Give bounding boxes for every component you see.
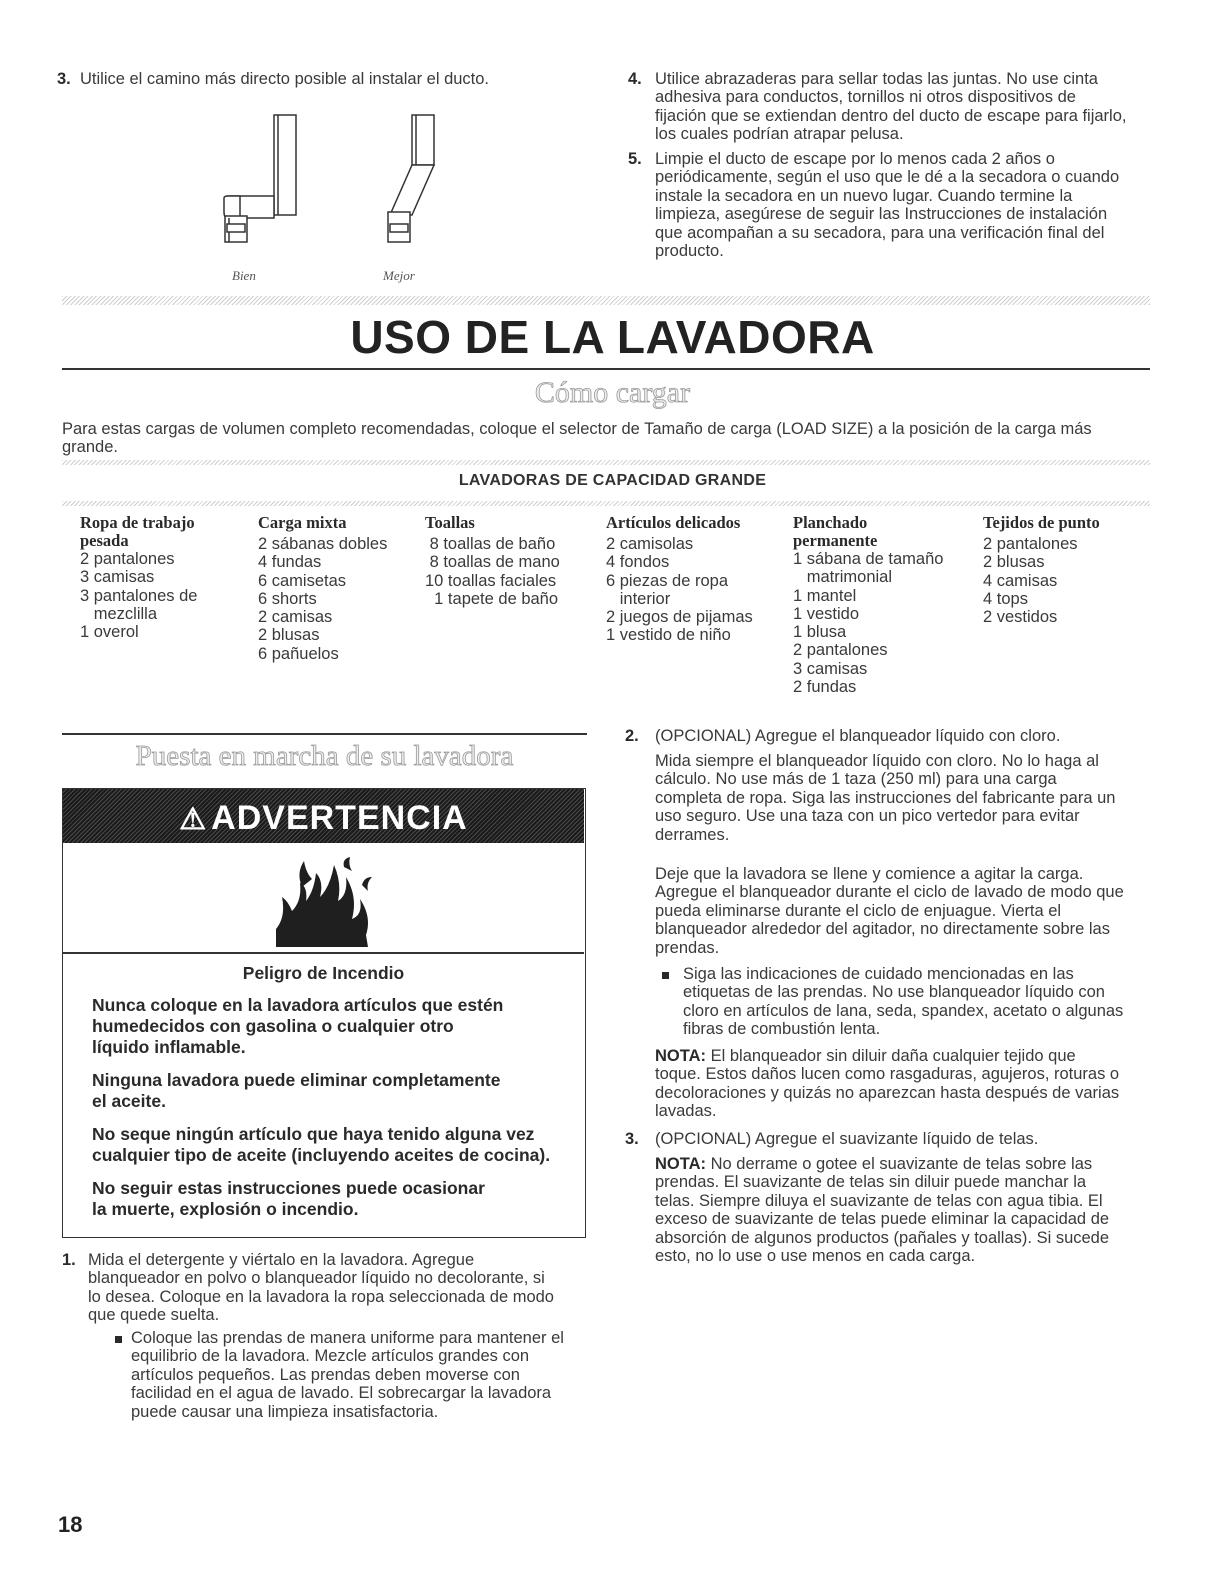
text-line: líquido inflamable.: [92, 1037, 246, 1057]
table-column: [80, 514, 245, 641]
list-item: 2 pantalones: [80, 550, 175, 568]
text-line: blanqueador alrededor del agitador, no directamente sobre las: [655, 920, 1110, 939]
text-line: lo desea. Coloque en la lavadora la ropa seleccionada de modo: [88, 1287, 554, 1306]
text-line: grande.: [62, 438, 118, 457]
step-2-bullet: [683, 965, 1153, 1039]
text-line: Deje que la lavadora se llene y comience a agitar la carga.: [655, 865, 1084, 883]
text-line: los cuales podrían atrapar pelusa.: [655, 125, 904, 144]
list-item: 2 blusas: [258, 626, 320, 645]
list-item: 3 camisas: [793, 659, 868, 678]
step-2-title: (OPCIONAL) Agregue el blanqueador líquido con cloro.: [655, 727, 1061, 745]
list-item: 2 vestidos: [983, 608, 1058, 627]
section-title: Puesta en marcha de su lavadora: [135, 740, 514, 772]
step-4-text: [655, 70, 1175, 144]
text-line: No derrame o gotee el suavizante de telas sobre las: [706, 1155, 1093, 1173]
text-line: cloro en artículos de lana, seda, spandex, acetato o algunas: [683, 1001, 1124, 1020]
list-item: 3 pantalones de: [80, 586, 198, 605]
step-2-paragraph: [655, 752, 1155, 844]
table-column: [258, 514, 423, 663]
column-header: Carga mixta: [258, 513, 347, 532]
column-header: Artículos delicados: [606, 513, 741, 532]
note-label: NOTA:: [655, 1155, 707, 1173]
list-item: 2 juegos de pijamas: [606, 608, 753, 627]
list-item: 2 fundas: [793, 678, 857, 697]
page-title: USO DE LA LAVADORA: [350, 311, 875, 363]
list-item: 2 blusas: [983, 553, 1045, 572]
list-item: 4 fundas: [258, 553, 322, 572]
hazard-title: Peligro de Incendio: [242, 963, 405, 983]
list-item: 1 sábana de tamaño: [793, 550, 944, 568]
warning-text: [92, 995, 572, 1220]
list-item: 2 camisolas: [606, 535, 694, 553]
step-text: Utilice el camino más directo posible al instalar el ducto.: [80, 70, 490, 88]
text-line: Siga las indicaciones de cuidado mencionadas en las: [683, 965, 1074, 983]
text-line: Ninguna lavadora puede eliminar completamente: [92, 1070, 501, 1090]
text-line: facilidad en el agua de lavado. El sobrecargar la lavadora: [131, 1384, 552, 1403]
text-line: decoloraciones y quizás no aparezcan hasta después de varias: [655, 1083, 1120, 1102]
text-line: prendas. El suavizante de telas sin diluir puede manchar la: [655, 1173, 1087, 1192]
divider-band: [62, 501, 1150, 506]
fire-icon: [268, 857, 378, 949]
step-number: 5.: [628, 150, 642, 168]
list-item: 1 mantel: [793, 586, 857, 605]
list-item: 6 camisetas: [258, 571, 347, 590]
step-3-note: [655, 1155, 1155, 1265]
text-line: Mida el detergente y viértalo en la lavadora. Agregue: [88, 1251, 475, 1269]
table-column: [793, 514, 978, 696]
table-column: [983, 514, 1153, 626]
column-header: Toallas: [425, 513, 475, 532]
list-item: 3 camisas: [80, 568, 155, 587]
text-line: equilibrio de la lavadora. Mezcle artículos grandes con: [131, 1347, 530, 1366]
warning-label: [63, 799, 584, 838]
list-item: 1 vestido de niño: [606, 626, 731, 645]
list-item: 1 overol: [80, 623, 139, 642]
step-number: 2.: [625, 727, 639, 745]
text-line: prendas.: [655, 938, 720, 957]
text-line: artículos pequeños. Las prendas deben moverse con: [131, 1365, 520, 1384]
list-item: 6 piezas de ropa: [606, 571, 729, 590]
table-column: [606, 514, 791, 645]
step-2-paragraph: [655, 865, 1155, 957]
note-label: NOTA:: [655, 1047, 707, 1065]
bullet-icon: [662, 972, 669, 979]
text-line: el aceite.: [92, 1091, 166, 1111]
list-item: 6 pañuelos: [258, 644, 339, 663]
column-header: Planchado: [793, 513, 868, 532]
list-item: 2 pantalones: [983, 535, 1078, 553]
step-2-note: [655, 1047, 1155, 1121]
divider: [62, 733, 587, 735]
text-line: Para estas cargas de volumen completo recomendadas, coloque el selector de Tamaño de carga (LOAD SIZE) a la posición de la carga más: [62, 420, 1092, 438]
text-line: Limpie el ducto de escape por lo menos cada 2 años o: [655, 150, 1055, 168]
step-number: 4.: [628, 70, 642, 88]
column-header: Tejidos de punto: [983, 513, 1100, 532]
text-line: Agregue el blanqueador durante el ciclo de lavado de modo que: [655, 883, 1124, 902]
text-line: blanqueador en polvo o blanqueador líquido no decolorante, si: [88, 1269, 545, 1288]
text-line: producto.: [655, 242, 724, 261]
column-header: permanente: [793, 531, 878, 550]
spacer: [92, 1112, 572, 1124]
text-line: Utilice abrazaderas para sellar todas las juntas. No use cinta: [655, 70, 1098, 88]
text-line: fijación que se extiendan dentro del ducto de escape para fijarlo,: [655, 106, 1127, 125]
step-1-bullet: [131, 1329, 591, 1421]
text-line: instale la secadora en un nuevo lugar. Cuando termine la: [655, 186, 1073, 205]
duct-good-icon: [224, 115, 296, 242]
bullet-icon: [115, 1336, 122, 1343]
list-item: 10 toallas faciales: [425, 571, 557, 590]
list-item: 8 toallas de mano: [425, 553, 560, 572]
warning-box: [62, 788, 586, 1238]
duct-better-icon: [388, 115, 434, 242]
text-line: No seque ningún artículo que haya tenido alguna vez: [92, 1124, 535, 1144]
divider: [63, 952, 584, 954]
text-line: No seguir estas instrucciones puede ocasionar: [92, 1178, 485, 1198]
text-line: Coloque las prendas de manera uniforme para mantener el: [131, 1329, 564, 1347]
text-line: cualquier tipo de aceite (incluyendo aceites de cocina).: [92, 1145, 551, 1165]
warning-triangle-icon: ⚠: [179, 803, 208, 836]
text-line: puede causar una limpieza insatisfactoria.: [131, 1402, 439, 1421]
list-item: 4 camisas: [983, 571, 1058, 590]
step-3-title: (OPCIONAL) Agregue el suavizante líquido de telas.: [655, 1130, 1039, 1148]
text-line: la muerte, explosión o incendio.: [92, 1199, 359, 1219]
list-item: 2 camisas: [258, 608, 333, 627]
section-title: Cómo cargar: [534, 376, 691, 409]
list-item: 8 toallas de baño: [425, 535, 556, 553]
text-line: que acompañan a su secadora, para una verificación final del: [655, 223, 1105, 242]
spacer: [92, 1166, 572, 1178]
list-item: 6 shorts: [258, 589, 317, 608]
text-line: El blanqueador sin diluir daña cualquier tejido que: [706, 1047, 1076, 1065]
caption-good: Bien: [232, 268, 256, 283]
text-line: lavadas.: [655, 1102, 717, 1121]
text-line: telas. Siempre diluya el suavizante de telas con agua tibia. El: [655, 1191, 1103, 1210]
text-line: cálculo. No use más de 1 taza (250 ml) para una carga: [655, 770, 1057, 789]
text-line: Mida siempre el blanqueador líquido con cloro. No lo haga al: [655, 752, 1099, 770]
list-item: 2 sábanas dobles: [258, 535, 388, 553]
text-line: derrames.: [655, 825, 730, 844]
text-line: etiquetas de las prendas. No use blanqueador líquido con: [683, 983, 1105, 1002]
divider: [62, 368, 1150, 370]
table-title: LAVADORAS DE CAPACIDAD GRANDE: [458, 472, 767, 489]
divider-band: [62, 460, 1150, 465]
table-column: [425, 514, 605, 608]
list-item: 1 tapete de baño: [425, 589, 559, 608]
spacer: [92, 1058, 572, 1070]
list-item: interior: [606, 589, 671, 608]
text-line: fibras de combustión lenta.: [683, 1020, 881, 1039]
divider-band: [62, 296, 1150, 305]
text-line: pueda eliminarse durante el ciclo de enjuague. Vierta el: [655, 901, 1062, 920]
step-5-text: [655, 150, 1175, 260]
text-line: toque. Estos daños lucen como rasgaduras, agujeros, roturas o: [655, 1065, 1120, 1084]
step-number: 3.: [57, 70, 71, 88]
step-number: 1.: [62, 1251, 76, 1269]
text-line: limpieza, asegúrese de seguir las Instrucciones de instalación: [655, 205, 1108, 224]
duct-routing-illustration: [200, 112, 460, 257]
list-item: mezclilla: [80, 604, 158, 623]
list-item: 1 vestido: [793, 604, 860, 623]
text-line: humedecidos con gasolina o cualquier otro: [92, 1016, 454, 1036]
step-1-text: [88, 1251, 588, 1325]
text-line: uso seguro. Use una taza con un pico vertedor para evitar: [655, 807, 1080, 826]
list-item: 4 fondos: [606, 553, 670, 572]
text-line: completa de ropa. Siga las instrucciones del fabricante para un: [655, 788, 1116, 807]
list-item: 4 tops: [983, 589, 1028, 608]
text-line: exceso de suavizante de telas puede eliminar la capacidad de: [655, 1210, 1110, 1229]
caption-better: Mejor: [383, 268, 415, 283]
list-item: 1 blusa: [793, 623, 847, 642]
list-item: 2 pantalones: [793, 641, 888, 660]
column-header: Ropa de trabajo: [80, 513, 195, 532]
text-line: periódicamente, según el uso que le dé a la secadora o cuando: [655, 168, 1120, 187]
text-line: esto, no lo use o use menos en cada carga.: [655, 1247, 976, 1266]
step-number: 3.: [625, 1130, 639, 1148]
loading-intro: [62, 420, 1162, 457]
warning-label-text: ADVERTENCIA: [211, 799, 468, 837]
text-line: adhesiva para conductos, tornillos ni otros dispositivos de: [655, 88, 1076, 107]
page-number: 18: [58, 1512, 83, 1537]
text-line: Nunca coloque en la lavadora artículos que estén: [92, 995, 504, 1015]
list-item: matrimonial: [793, 568, 893, 587]
text-line: que quede suelta.: [88, 1306, 220, 1325]
text-line: absorción de algunos productos (pañales y toallas). Si sucede: [655, 1228, 1110, 1247]
column-header: pesada: [80, 531, 129, 550]
